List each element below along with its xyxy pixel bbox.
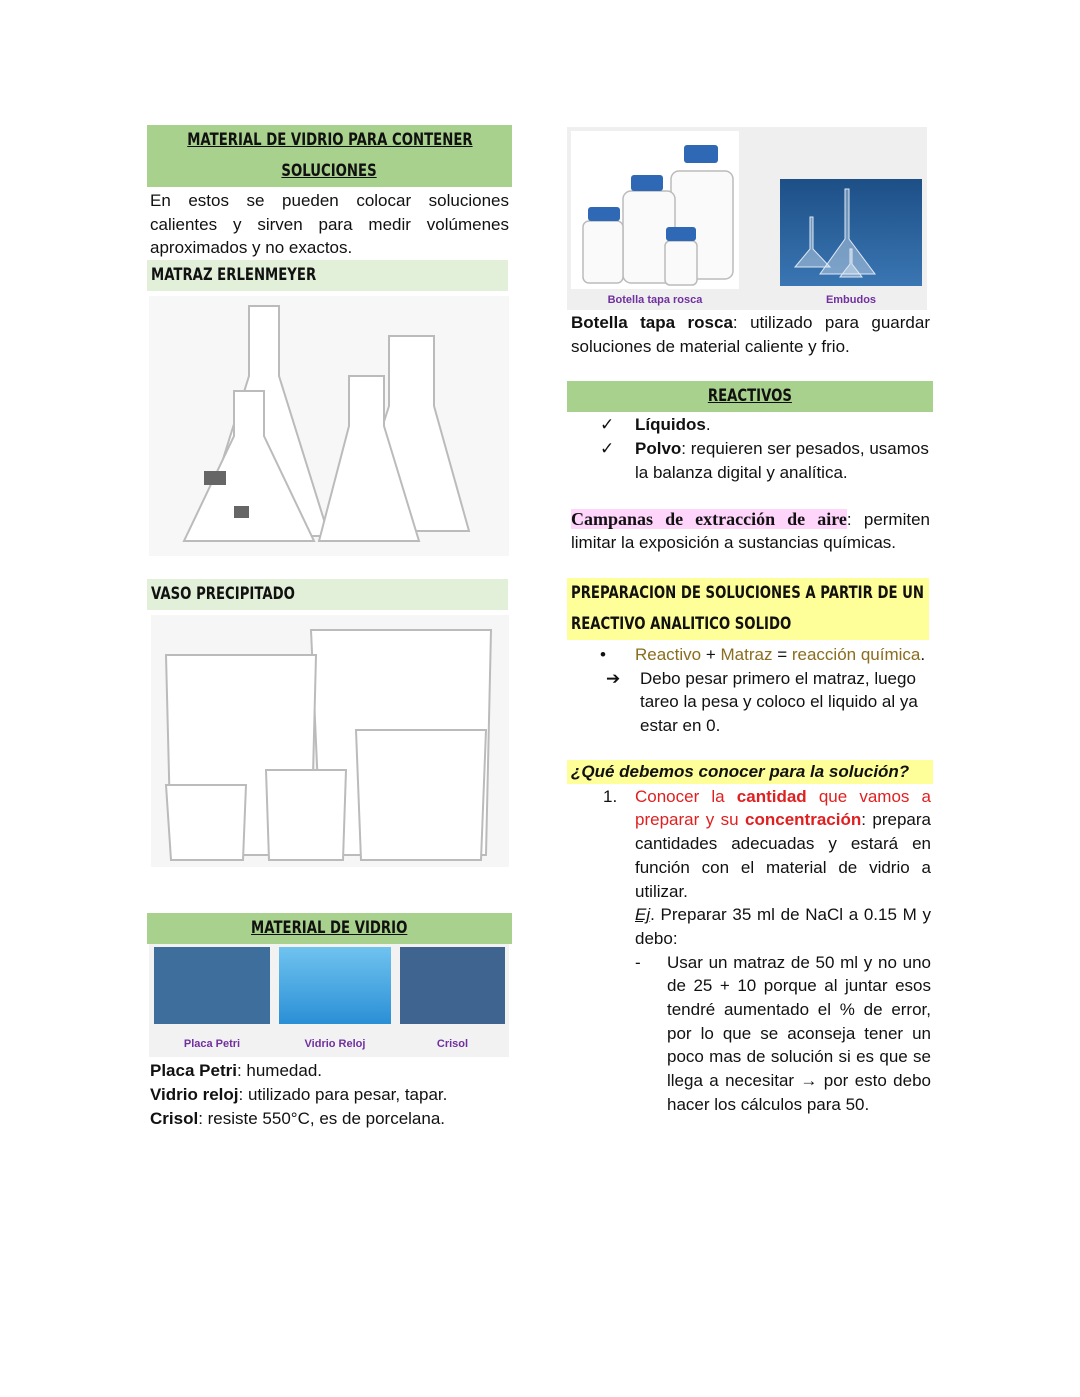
- watch-glass-image: [279, 947, 391, 1024]
- definition: : humedad.: [236, 1061, 323, 1081]
- caption-crisol: Crisol: [436, 1038, 469, 1051]
- question-heading: ¿Qué debemos conocer para la solución?: [567, 760, 933, 784]
- list-item: [600, 437, 932, 484]
- text: Ej: [635, 905, 651, 925]
- text: +: [701, 644, 721, 664]
- glassware-images: [149, 944, 509, 1057]
- term: Polvo: [635, 439, 682, 459]
- funnels-image: [780, 179, 922, 286]
- definition-vidrio: [150, 1083, 512, 1107]
- definition: : permiten limitar la exposición a sustancias químicas.: [571, 509, 930, 553]
- item-number: 1.: [603, 786, 618, 806]
- subheader-text: VASO PRECIPITADO: [151, 584, 295, 605]
- item-text: [635, 785, 931, 904]
- subheader-erlenmeyer: [147, 260, 508, 291]
- preparacion-list: [600, 643, 932, 738]
- text: cantidad: [736, 786, 807, 806]
- bottles-funnels-image: [567, 127, 927, 310]
- list-item: [600, 643, 932, 667]
- section-header-preparacion: [567, 578, 929, 640]
- reactivos-list: [600, 413, 932, 484]
- subheader-text: MATRAZ ERLENMEYER: [151, 265, 317, 286]
- definition: : utilizado para pesar, tapar.: [238, 1084, 448, 1104]
- term: Placa Petri: [150, 1061, 237, 1081]
- header-line: PREPARACION DE SOLUCIONES A PARTIR DE UN: [571, 582, 924, 603]
- text: =: [772, 644, 792, 664]
- caption-embudos: Embudos: [825, 294, 877, 306]
- text: Matraz: [720, 644, 773, 664]
- text: Usar un matraz de 50 ml y no uno de 25 + 10 porque al juntar esos tendré aumentado el % de error, por lo que se aconseja tener un poco mas de solución si es que se llega a necesitar → por esto debo hacer los cálculos para 50.: [667, 952, 931, 1114]
- check-icon: ✓: [600, 439, 615, 459]
- text: Conocer la: [635, 786, 737, 806]
- glassware-definitions: [150, 1059, 512, 1130]
- text: Reactivo: [635, 644, 702, 664]
- text: : requieren ser pesados, usamos la balanza digital y analítica.: [635, 439, 929, 482]
- dash-icon: -: [635, 952, 641, 972]
- text: .: [705, 415, 711, 435]
- text: que vamos a preparar y su: [635, 786, 932, 830]
- header-line: MATERIAL DE VIDRIO PARA CONTENER: [186, 130, 473, 150]
- text: Debo pesar primero el matraz, luego tareo la pesa y coloco el liquido al ya estar en 0.: [640, 668, 918, 736]
- term: Crisol: [150, 1108, 199, 1128]
- left-column: [147, 125, 512, 1130]
- dash-item: [635, 951, 931, 1117]
- definition: : utilizado para guardar soluciones de material caliente y frio.: [571, 313, 930, 356]
- subheader-vaso-precipitado: [147, 579, 508, 610]
- list-item: [603, 785, 931, 1117]
- text: .: [920, 644, 926, 664]
- intro-paragraph: En estos se pueden colocar soluciones calientes y sirven para medir volúmenes aproximados y no exactos.: [150, 191, 509, 258]
- list-item: [600, 667, 932, 738]
- arrow-icon: ➔: [606, 668, 621, 688]
- text: : prepara cantidades adecuadas y estará en función con el material de vidrio a utilizar.: [635, 810, 931, 901]
- section-header-material-vidrio: [147, 913, 512, 944]
- list-item: [600, 413, 932, 437]
- petri-dish-image: [154, 947, 270, 1024]
- definition-placa: [150, 1059, 512, 1083]
- check-icon: ✓: [600, 415, 615, 435]
- term: Campanas de extracción de aire: [571, 508, 847, 529]
- section-header-material-contener: [147, 125, 512, 187]
- term: Líquidos: [635, 415, 706, 435]
- campanas-paragraph: [571, 508, 930, 555]
- caption-botella: Botella tapa rosca: [607, 294, 703, 306]
- definition-crisol: [150, 1107, 512, 1131]
- text: concentración: [745, 810, 862, 830]
- numbered-list: [603, 785, 931, 1117]
- bullet-icon: •: [600, 644, 606, 664]
- section-header-reactivos: [567, 381, 933, 412]
- term: Botella tapa rosca: [571, 313, 733, 332]
- header-text: MATERIAL DE VIDRIO: [251, 918, 408, 939]
- text: . Preparar 35 ml de NaCl a 0.15 M y debo:: [635, 905, 931, 948]
- crucible-image: [400, 947, 505, 1024]
- header-line: REACTIVO ANALITICO SOLIDO: [571, 613, 792, 634]
- erlenmeyer-flasks-image: [149, 296, 509, 556]
- caption-vidrio-reloj: Vidrio Reloj: [304, 1038, 366, 1051]
- caption-placa-petri: Placa Petri: [183, 1038, 241, 1051]
- header-line: SOLUCIONES: [281, 161, 378, 181]
- term: Vidrio reloj: [150, 1084, 239, 1104]
- definition: : resiste 550°C, es de porcelana.: [198, 1108, 446, 1128]
- right-column: [567, 127, 933, 1117]
- beakers-image: [151, 615, 509, 867]
- example-text: [635, 903, 931, 950]
- botella-paragraph: [571, 311, 930, 358]
- header-text: REACTIVOS: [707, 386, 793, 407]
- bottles-image: [571, 131, 739, 289]
- text: reacción química: [791, 644, 921, 664]
